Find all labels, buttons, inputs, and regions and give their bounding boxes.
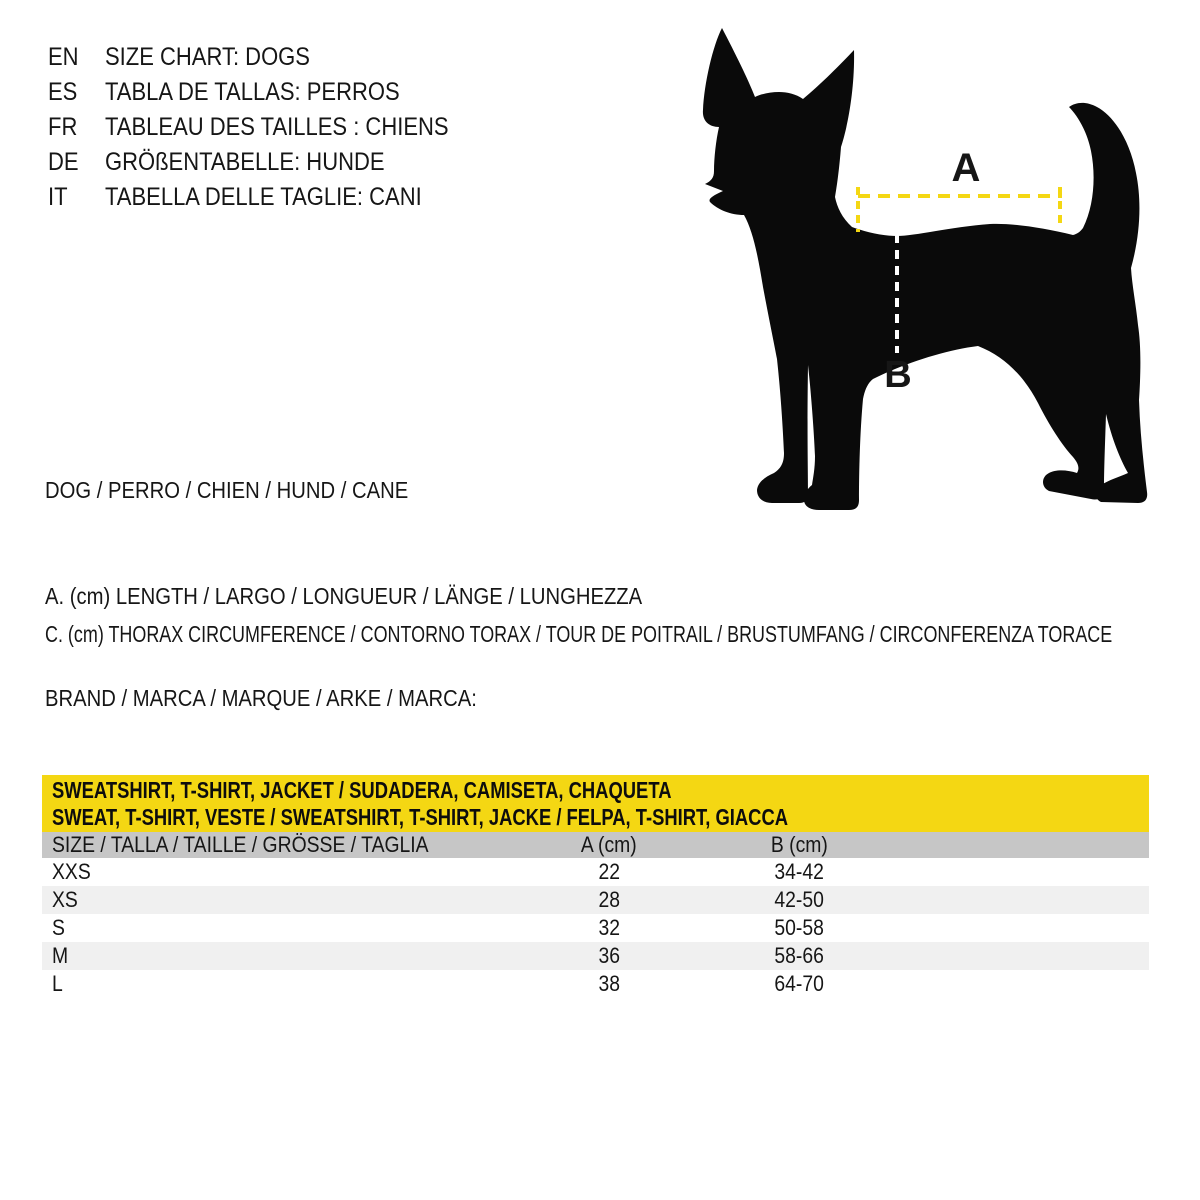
- size-value: XXS: [52, 859, 91, 884]
- language-title: TABLA DE TALLAS: PERROS: [105, 78, 400, 106]
- a-value: 36: [598, 943, 620, 968]
- language-row-it: [48, 180, 495, 215]
- size-table-body: [42, 858, 1149, 998]
- size-value: L: [52, 971, 63, 996]
- a-value: 22: [598, 859, 620, 884]
- language-title: TABLEAU DES TAILLES : CHIENS: [105, 113, 449, 141]
- language-row-de: [48, 145, 495, 180]
- column-header-a: A (cm): [581, 832, 637, 857]
- b-value: 58-66: [774, 943, 824, 968]
- a-value: 32: [598, 915, 620, 940]
- language-code: ES: [48, 78, 78, 106]
- language-code: EN: [48, 43, 79, 71]
- size-value: M: [52, 943, 69, 968]
- a-value: 28: [598, 887, 620, 912]
- size-table-header: [42, 832, 1149, 858]
- size-value: S: [52, 915, 65, 940]
- a-value: 38: [598, 971, 620, 996]
- language-row-en: [48, 40, 495, 75]
- language-title: GRÖßENTABELLE: HUNDE: [105, 148, 385, 176]
- b-value: 42-50: [774, 887, 824, 912]
- table-row-xxs: [42, 858, 1149, 886]
- category-band: [42, 775, 1149, 832]
- legend-thorax-line: C. (cm) THORAX CIRCUMFERENCE / CONTORNO TORAX / TOUR DE POITRAIL / BRUSTUMFANG / CIRCONFERENZA TORACE: [45, 621, 1113, 647]
- table-row-s: [42, 914, 1149, 942]
- dog-silhouette-diagram: [680, 20, 1170, 520]
- column-header-size: SIZE / TALLA / TAILLE / GRÖSSE / TAGLIA: [52, 832, 429, 857]
- category-line-2: SWEAT, T-SHIRT, VESTE / SWEATSHIRT, T-SHIRT, JACKE / FELPA, T-SHIRT, GIACCA: [52, 804, 789, 830]
- b-value: 50-58: [774, 915, 824, 940]
- language-code: FR: [48, 113, 78, 141]
- language-row-fr: [48, 110, 495, 145]
- b-value: 34-42: [774, 859, 824, 884]
- b-value: 64-70: [774, 971, 824, 996]
- language-title: SIZE CHART: DOGS: [105, 43, 310, 71]
- category-line-1: SWEATSHIRT, T-SHIRT, JACKET / SUDADERA, CAMISETA, CHAQUETA: [52, 777, 672, 803]
- measure-a-label: A: [951, 146, 981, 190]
- table-row-m: [42, 942, 1149, 970]
- size-value: XS: [52, 887, 78, 912]
- animal-caption: DOG / PERRO / CHIEN / HUND / CANE: [45, 477, 409, 503]
- language-code: DE: [48, 148, 79, 176]
- measure-b-label: B: [884, 354, 912, 396]
- language-title: TABELLA DELLE TAGLIE: CANI: [105, 183, 422, 211]
- dog-silhouette-path: [703, 28, 1147, 510]
- column-header-b: B (cm): [770, 832, 828, 857]
- language-title-list: [48, 40, 495, 215]
- language-row-es: [48, 75, 495, 110]
- brand-caption: BRAND / MARCA / MARQUE / ARKE / MARCA:: [45, 685, 477, 711]
- language-code: IT: [48, 183, 68, 211]
- table-row-xs: [42, 886, 1149, 914]
- legend-length-line: A. (cm) LENGTH / LARGO / LONGUEUR / LÄNGE / LUNGHEZZA: [45, 583, 643, 609]
- table-row-l: [42, 970, 1149, 998]
